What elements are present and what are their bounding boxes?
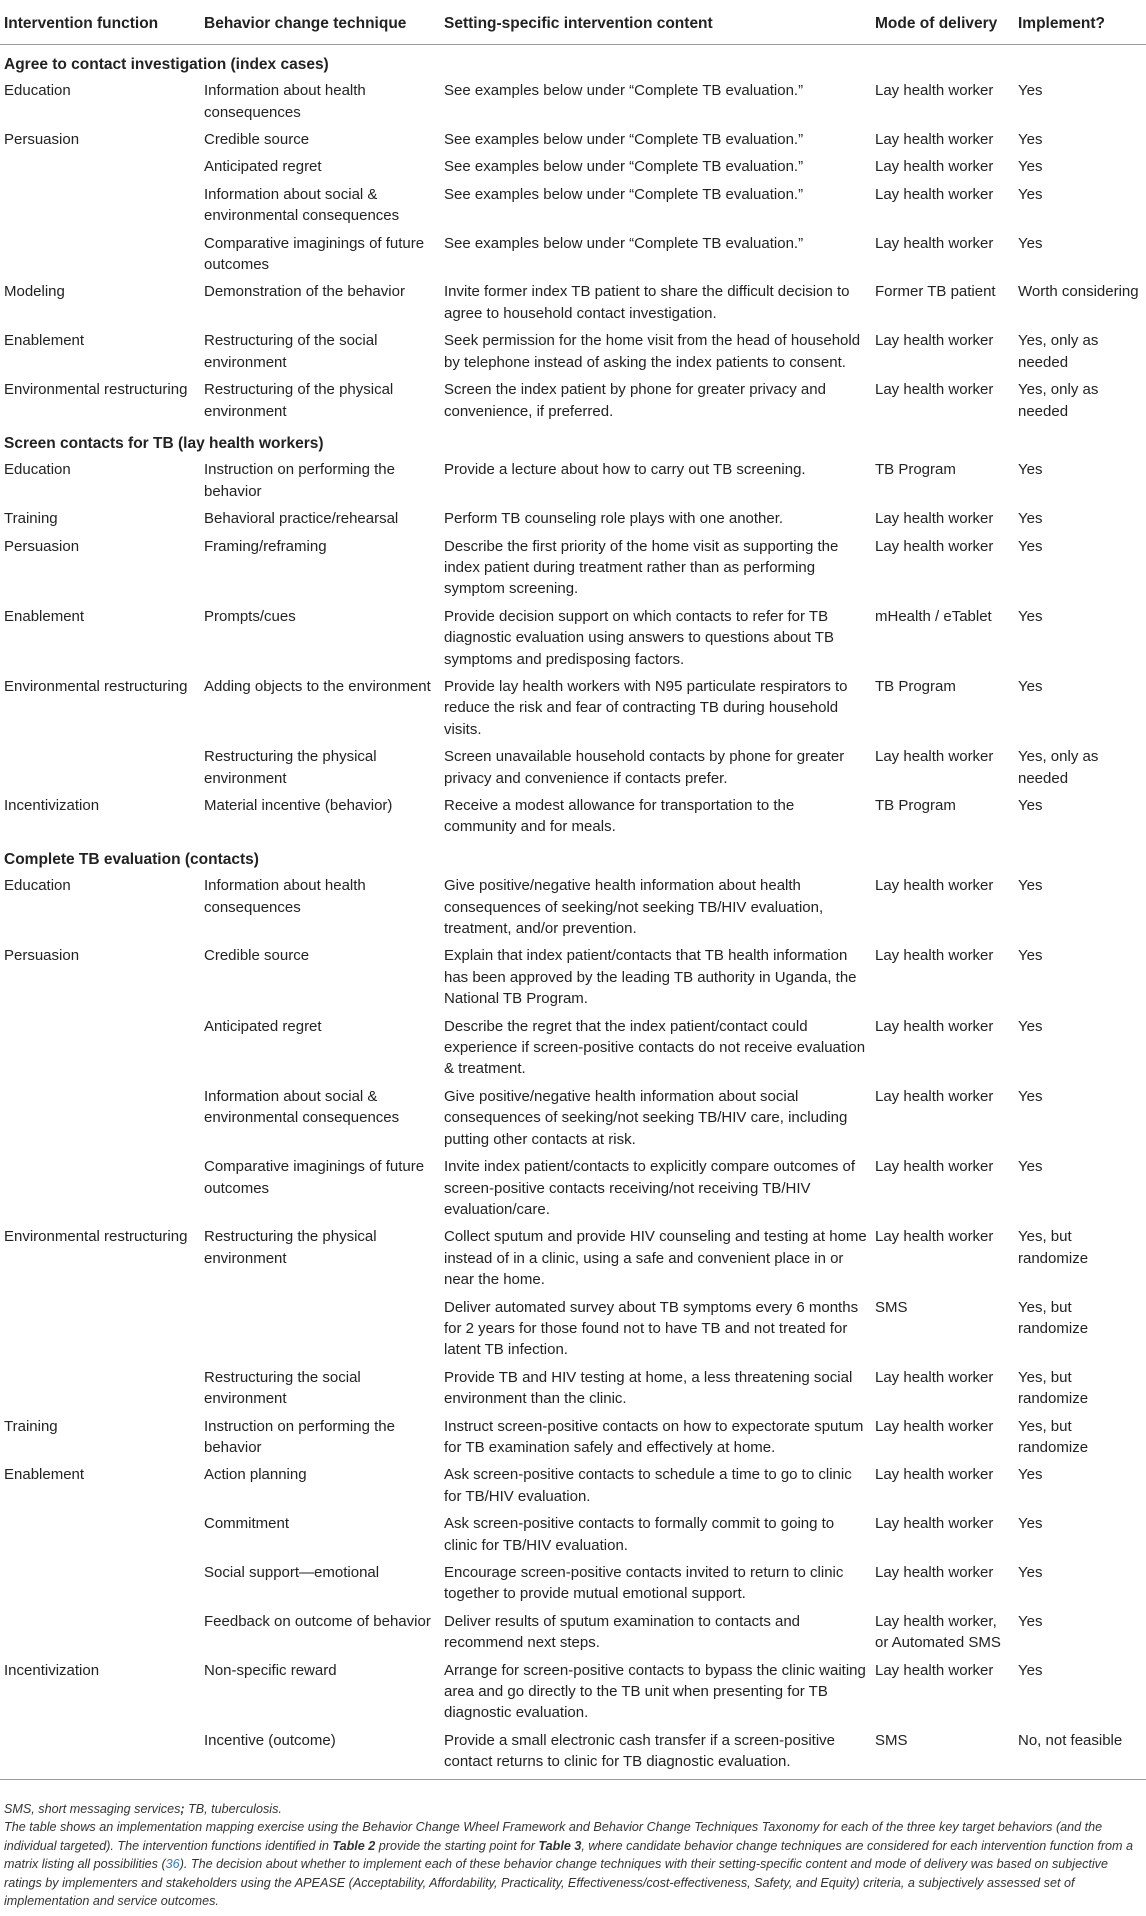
implement-cell: Yes [1018, 158, 1043, 176]
section-header-row [0, 44, 1146, 79]
intervention-content-cell: Ask screen-positive contacts to schedule a time to go to clinic for TB/HIV evaluation. [444, 1466, 852, 1505]
intervention-content-cell: Arrange for screen-positive contacts to bypass the clinic waiting area and go directly to the TB unit when presenting for TB diagnostic evaluation. [444, 1661, 866, 1722]
intervention-content-cell: See examples below under “Complete TB evaluation.” [444, 185, 804, 203]
intervention-content-cell: Seek permission for the home visit from the head of household by telephone instead of asking the index patients to consent. [444, 332, 861, 371]
implement-cell: Yes [1018, 607, 1043, 625]
section-title: Complete TB evaluation (contacts) [4, 850, 259, 868]
abbrev-separator: ; [180, 1802, 189, 1816]
table-row [0, 605, 1146, 675]
table-row [0, 232, 1146, 281]
intervention-function-cell: Environmental restructuring [4, 381, 188, 399]
mode-of-delivery-cell: Lay health worker [875, 1661, 994, 1679]
intervention-content-cell: Give positive/negative health information about social consequences of seeking/not seeking TB/HIV care, including putting other contacts at risk. [444, 1087, 848, 1148]
intervention-content-cell: Provide TB and HIV testing at home, a less threatening social environment than the clinic. [444, 1368, 853, 1408]
citation-link[interactable]: 36 [165, 1857, 180, 1872]
intervention-content-cell: Give positive/negative health information about health consequences of seeking/not seeking TB/HIV evaluation, treatment, and/or prevention. [444, 877, 824, 938]
mode-of-delivery-cell: TB Program [875, 677, 956, 695]
intervention-content-cell: Provide decision support on which contacts to refer for TB diagnostic evaluation using answers to questions about TB symptoms and predisposing factors. [444, 607, 834, 668]
table-row [0, 675, 1146, 745]
intervention-content-cell: See examples below under “Complete TB evaluation.” [444, 131, 804, 149]
intervention-content-cell: Describe the regret that the index patient/contact could experience if screen-positive contacts do not receive evaluation & treatment. [444, 1017, 866, 1078]
mode-of-delivery-cell: Lay health worker [875, 82, 994, 100]
intervention-content-cell: Invite former index TB patient to share the difficult decision to agree to household contact investigation. [444, 283, 850, 322]
mode-of-delivery-cell: Lay health worker [875, 1017, 994, 1035]
intervention-content-cell: Screen the index patient by phone for greater privacy and convenience, if preferred. [444, 381, 826, 420]
behavior-change-technique-cell: Credible source [204, 131, 310, 149]
table-description-note [4, 1818, 1142, 1910]
mode-of-delivery-cell: Lay health worker [875, 537, 994, 555]
behavior-change-technique-cell: Material incentive (behavior) [204, 797, 393, 814]
intervention-function-cell: Incentivization [4, 1661, 100, 1679]
table-row [0, 944, 1146, 1014]
mode-of-delivery-cell: Lay health worker [875, 1368, 994, 1386]
implement-cell: Yes [1018, 1466, 1043, 1484]
implement-cell: Yes [1018, 947, 1043, 965]
behavior-change-technique-cell: Information about social & environmental consequences [204, 185, 400, 225]
intervention-function-cell [0, 1561, 200, 1610]
intervention-function-cell [0, 1155, 200, 1225]
behavior-change-technique-cell: Feedback on outcome of behavior [204, 1612, 431, 1630]
intervention-content-cell: Invite index patient/contacts to explicitly compare outcomes of screen-positive contacts receiving/not receiving TB/HIV evaluation/care. [444, 1158, 856, 1218]
table-row [0, 378, 1146, 427]
implement-cell: Yes, only as needed [1018, 381, 1099, 420]
intervention-function-cell: Enablement [4, 1466, 85, 1484]
intervention-function-cell: Training [4, 510, 58, 528]
abbrev-tb: TB, tuberculosis. [188, 1802, 282, 1816]
mode-of-delivery-cell: Lay health worker [875, 1087, 994, 1105]
intervention-content-cell: Instruct screen-positive contacts on how to expectorate sputum for TB examination safely and effectively at home. [444, 1417, 864, 1456]
table-row [0, 1015, 1146, 1085]
table-row [0, 874, 1146, 944]
intervention-content-cell: Explain that index patient/contacts that TB health information has been approved by the leading TB authority in Uganda, the National TB Program. [444, 947, 857, 1008]
intervention-content-cell: Describe the first priority of the home visit as supporting the index patient during treatment rather than as performing symptom screening. [444, 537, 839, 598]
implement-cell: Yes, but randomize [1018, 1298, 1089, 1337]
table-2-reference[interactable]: Table 2 [332, 1838, 376, 1853]
mode-of-delivery-cell: SMS [875, 1298, 908, 1316]
mode-of-delivery-cell: Lay health worker [875, 510, 994, 528]
intervention-function-cell: Education [4, 877, 71, 895]
implement-cell: Yes [1018, 1661, 1043, 1679]
behavior-change-technique-cell: Action planning [204, 1466, 307, 1484]
intervention-content-cell: Deliver results of sputum examination to contacts and recommend next steps. [444, 1612, 801, 1652]
implement-cell: Worth considering [1018, 283, 1139, 301]
mode-of-delivery-cell: Lay health worker [875, 234, 994, 252]
note-text: , where candidate behavior change techniques are considered for each intervention function from a matrix listing all possibilities ( [4, 1838, 1134, 1872]
implement-cell: Yes, but randomize [1018, 1417, 1089, 1456]
header-setting-specific-content: Setting-specific intervention content [440, 8, 871, 44]
table-row [0, 1155, 1146, 1225]
table-row [0, 1512, 1146, 1561]
table-row [0, 1366, 1146, 1415]
implement-cell: Yes [1018, 1612, 1043, 1630]
behavior-change-technique-cell: Restructuring of the physical environment [204, 381, 394, 420]
implement-cell: No, not feasible [1014, 1729, 1146, 1779]
intervention-function-cell [0, 1296, 200, 1366]
behavior-change-technique-cell: Instruction on performing the behavior [204, 1417, 395, 1456]
implement-cell: Yes [1018, 461, 1043, 479]
behavior-change-technique-cell: Information about health consequences [204, 82, 366, 121]
mode-of-delivery-cell: Lay health worker [875, 332, 994, 350]
implement-cell: Yes, but randomize [1018, 1368, 1089, 1408]
behavior-change-technique-cell: Credible source [204, 947, 310, 965]
mode-of-delivery-cell: Former TB patient [875, 283, 996, 301]
header-behavior-change-technique: Behavior change technique [200, 8, 440, 44]
intervention-content-cell: Encourage screen-positive contacts invited to return to clinic together to provide mutual emotional support. [444, 1564, 844, 1603]
mode-of-delivery-cell: Lay health worker [875, 158, 994, 176]
intervention-function-cell [0, 1085, 200, 1155]
implement-cell: Yes [1018, 131, 1043, 149]
table-row [0, 183, 1146, 232]
intervention-content-cell: Deliver automated survey about TB symptoms every 6 months for 2 years for those found not to have TB and not treated for latent TB infection. [444, 1298, 859, 1359]
table-row [0, 280, 1146, 329]
behavior-change-technique-cell: Prompts/cues [204, 607, 296, 625]
table-row [0, 1415, 1146, 1464]
implement-cell: Yes [1018, 1515, 1043, 1533]
intervention-function-cell: Enablement [4, 332, 85, 350]
intervention-content-cell: See examples below under “Complete TB evaluation.” [444, 158, 804, 176]
implement-cell: Yes [1018, 510, 1043, 528]
table-3-reference[interactable]: Table 3 [538, 1838, 582, 1853]
table-row [0, 1561, 1146, 1610]
behavior-change-technique-cell: Anticipated regret [204, 1017, 322, 1035]
mode-of-delivery-cell: TB Program [875, 461, 956, 479]
intervention-function-cell: Environmental restructuring [4, 677, 188, 695]
implement-cell: Yes [1018, 677, 1043, 695]
table-row [0, 1085, 1146, 1155]
section-title: Screen contacts for TB (lay health workers) [4, 434, 324, 452]
intervention-content-cell: Collect sputum and provide HIV counseling and testing at home instead of in a clinic, using a safe and convenient place in or near the home. [444, 1228, 867, 1289]
implement-cell: Yes [1018, 82, 1043, 100]
table-row [0, 1729, 1146, 1779]
implement-cell: Yes [1018, 797, 1043, 814]
mode-of-delivery-cell: Lay health worker [875, 1228, 994, 1246]
table-row [0, 535, 1146, 605]
intervention-function-cell: Modeling [4, 283, 65, 301]
intervention-function-cell: Enablement [4, 607, 85, 625]
intervention-content-cell: See examples below under “Complete TB evaluation.” [444, 234, 804, 252]
behavior-change-technique-cell: Demonstration of the behavior [204, 283, 405, 301]
table-row [0, 1225, 1146, 1295]
table-header-row [0, 8, 1146, 44]
mode-of-delivery-cell: Lay health worker [875, 1158, 994, 1176]
behavior-change-technique-cell: Non-specific reward [204, 1661, 337, 1679]
intervention-function-cell: Environmental restructuring [4, 1228, 188, 1246]
behavior-change-technique-cell: Adding objects to the environment [204, 677, 431, 695]
behavior-change-technique-cell: Comparative imaginings of future outcomes [204, 1158, 425, 1197]
table-row [0, 128, 1146, 155]
behavior-change-technique-cell: Restructuring of the social environment [204, 332, 378, 371]
intervention-function-cell [0, 1729, 200, 1779]
table-row [0, 794, 1146, 843]
mode-of-delivery-cell: Lay health worker [875, 1564, 994, 1581]
intervention-function-cell: Education [4, 461, 71, 479]
mode-of-delivery-cell: Lay health worker [875, 877, 994, 895]
abbreviations-note [4, 1800, 1142, 1818]
implement-cell: Yes, only as needed [1018, 332, 1099, 371]
section-title: Agree to contact investigation (index cases) [4, 55, 329, 73]
intervention-function-cell [0, 1366, 200, 1415]
intervention-function-cell: Incentivization [4, 797, 100, 814]
intervention-function-cell [0, 1512, 200, 1561]
mode-of-delivery-cell: Lay health worker [875, 748, 994, 766]
behavior-change-technique-cell: Restructuring the physical environment [204, 748, 377, 787]
mode-of-delivery-cell: Lay health worker [875, 381, 994, 399]
table-footnote [4, 1800, 1142, 1910]
implement-cell: Yes [1018, 877, 1043, 895]
table-row [0, 507, 1146, 534]
intervention-content-cell: See examples below under “Complete TB evaluation.” [444, 82, 804, 100]
implement-cell: Yes [1018, 185, 1043, 203]
behavior-change-technique-cell: Framing/reframing [204, 537, 327, 555]
mode-of-delivery-cell: Lay health worker [875, 947, 994, 965]
intervention-function-cell [0, 1015, 200, 1085]
intervention-function-cell [0, 745, 200, 794]
header-implement: Implement? [1014, 8, 1146, 44]
implement-cell: Yes, only as needed [1018, 748, 1099, 787]
behavior-change-technique-cell: Information about health consequences [204, 877, 366, 916]
table-row [0, 155, 1146, 182]
behavior-change-technique-cell [200, 1296, 440, 1366]
intervention-function-cell [0, 183, 200, 232]
abbrev-sms: SMS, short messaging services [4, 1802, 181, 1816]
table-row [0, 458, 1146, 507]
intervention-content-cell: Ask screen-positive contacts to formally commit to going to clinic for TB/HIV evaluation. [444, 1515, 835, 1554]
behavior-change-technique-cell: Information about social & environmental consequences [204, 1087, 400, 1127]
table-row [0, 1296, 1146, 1366]
intervention-content-cell: Provide lay health workers with N95 particulate respirators to reduce the risk and fear of contracting TB during household visits. [444, 677, 848, 738]
implement-cell: Yes [1018, 234, 1043, 252]
intervention-content-cell: Provide a small electronic cash transfer if a screen-positive contact returns to clinic for TB diagnostic evaluation. [440, 1729, 871, 1779]
mode-of-delivery-cell: SMS [871, 1729, 1014, 1779]
intervention-mapping-table [0, 8, 1146, 1780]
behavior-change-technique-cell: Social support—emotional [204, 1564, 380, 1581]
implement-cell: Yes [1018, 1017, 1043, 1035]
behavior-change-technique-cell: Incentive (outcome) [200, 1729, 440, 1779]
table-row [0, 79, 1146, 128]
mode-of-delivery-cell: Lay health worker, or Automated SMS [875, 1612, 1001, 1652]
implement-cell: Yes [1018, 1087, 1043, 1105]
behavior-change-technique-cell: Commitment [204, 1515, 290, 1533]
intervention-content-cell: Perform TB counseling role plays with one another. [444, 510, 784, 528]
intervention-function-cell [0, 232, 200, 281]
mode-of-delivery-cell: Lay health worker [875, 1466, 994, 1484]
intervention-function-cell: Persuasion [4, 131, 80, 149]
mode-of-delivery-cell: Lay health worker [875, 1515, 994, 1533]
mode-of-delivery-cell: mHealth / eTablet [875, 607, 992, 625]
section-header-row [0, 427, 1146, 458]
note-text: The table shows an implementation mapping exercise using the Behavior Change Wheel Framework and Behavior Change Techniques Taxonomy for each of the three key target behaviors (and the individual targeted). The intervention functions identified in [4, 1820, 1103, 1853]
note-text: ). The decision about whether to implement each of these behavior change techniques with their setting-specific content and mode of delivery was based on subjective ratings by implementers and stakeholders using the APEASE (Acceptability, Affordability, Practicality, Effectiveness/cost-effectiveness, Safety, and Equity) criteria, a subjectively assessed set of implementation and service outcomes. [4, 1857, 1108, 1909]
intervention-function-cell [0, 155, 200, 182]
header-intervention-function: Intervention function [0, 8, 200, 44]
behavior-change-technique-cell: Behavioral practice/rehearsal [204, 510, 399, 528]
implement-cell: Yes [1018, 1564, 1043, 1581]
intervention-function-cell [0, 1610, 200, 1659]
behavior-change-technique-cell: Anticipated regret [204, 158, 322, 176]
note-text: provide the starting point for [375, 1838, 539, 1853]
mode-of-delivery-cell: Lay health worker [875, 1417, 994, 1435]
mode-of-delivery-cell: Lay health worker [875, 185, 994, 203]
behavior-change-technique-cell: Restructuring the social environment [204, 1368, 361, 1408]
implement-cell: Yes [1018, 537, 1043, 555]
intervention-function-cell: Persuasion [4, 537, 80, 555]
section-header-row [0, 843, 1146, 874]
table-row [0, 1463, 1146, 1512]
table-row [0, 1610, 1146, 1659]
intervention-content-cell: Receive a modest allowance for transportation to the community and for meals. [444, 797, 795, 836]
behavior-change-technique-cell: Instruction on performing the behavior [204, 461, 395, 500]
behavior-change-technique-cell: Comparative imaginings of future outcomes [204, 234, 425, 274]
intervention-function-cell: Training [4, 1417, 58, 1435]
intervention-content-cell: Screen unavailable household contacts by phone for greater privacy and convenience if contacts prefer. [444, 748, 845, 787]
header-mode-of-delivery: Mode of delivery [871, 8, 1014, 44]
intervention-function-cell: Persuasion [4, 947, 80, 965]
intervention-content-cell: Provide a lecture about how to carry out TB screening. [444, 461, 806, 479]
table-body [0, 44, 1146, 1779]
mode-of-delivery-cell: Lay health worker [875, 131, 994, 149]
behavior-change-technique-cell: Restructuring the physical environment [204, 1228, 377, 1267]
implement-cell: Yes, but randomize [1018, 1228, 1089, 1267]
intervention-function-cell: Education [4, 82, 71, 100]
implement-cell: Yes [1018, 1158, 1043, 1176]
table-row [0, 1659, 1146, 1729]
table-row [0, 745, 1146, 794]
table-row [0, 329, 1146, 378]
mode-of-delivery-cell: TB Program [875, 797, 956, 814]
